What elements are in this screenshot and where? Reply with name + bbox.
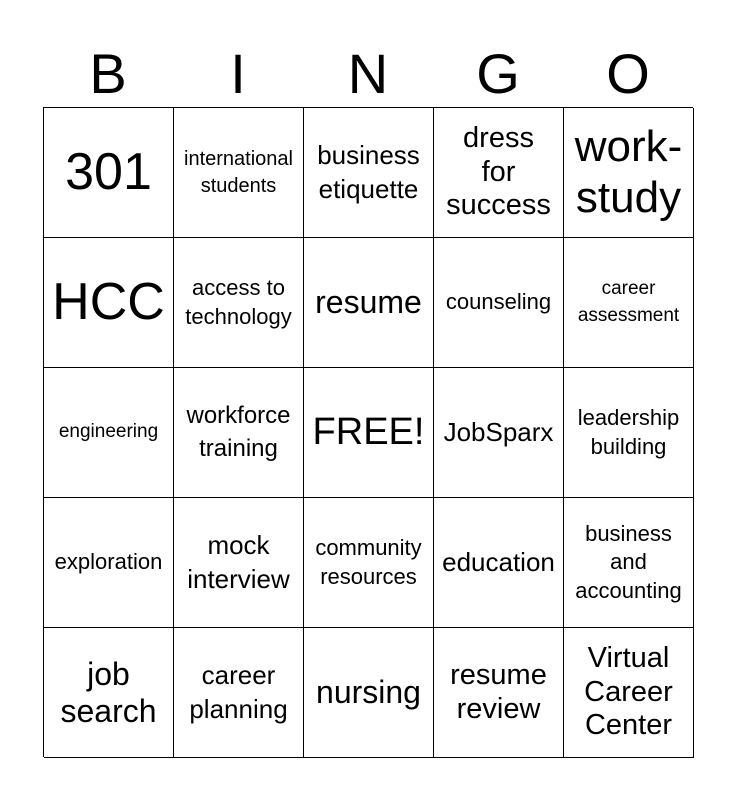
cell-text: JobSparx (443, 416, 554, 447)
bingo-cell[interactable] (44, 498, 174, 628)
free-space-text: FREE! (312, 410, 425, 453)
bingo-cell[interactable] (174, 628, 304, 758)
bingo-cell[interactable] (434, 368, 564, 498)
cell-text: workforce training (186, 402, 291, 462)
cell-text: counseling (445, 289, 552, 315)
bingo-cell[interactable] (304, 238, 434, 368)
cell-text: mock interview (187, 529, 290, 594)
bingo-cell[interactable] (564, 498, 694, 628)
bingo-cell[interactable] (434, 238, 564, 368)
bingo-header (43, 42, 693, 106)
header-letter-n: N (347, 42, 389, 105)
bingo-cell[interactable] (174, 498, 304, 628)
bingo-cell[interactable] (44, 368, 174, 498)
bingo-cell[interactable] (174, 108, 304, 238)
bingo-cell[interactable] (564, 238, 694, 368)
cell-text: HCC (52, 273, 165, 332)
cell-text: exploration (54, 549, 163, 575)
header-letter-b: B (89, 42, 127, 105)
cell-text: job search (60, 655, 157, 729)
bingo-cell[interactable] (434, 498, 564, 628)
cell-text: work- study (574, 121, 683, 222)
bingo-cell[interactable] (304, 628, 434, 758)
cell-text: access to technology (185, 274, 292, 329)
bingo-cell[interactable] (174, 368, 304, 498)
bingo-cell[interactable] (564, 368, 694, 498)
cell-text: resume review (450, 659, 547, 725)
header-letter-o: O (606, 42, 650, 105)
bingo-cell[interactable] (434, 628, 564, 758)
bingo-cell[interactable] (434, 108, 564, 238)
cell-text: nursing (316, 674, 421, 711)
cell-text: 301 (65, 143, 152, 202)
cell-text: international students (184, 147, 293, 197)
bingo-cell[interactable] (564, 108, 694, 238)
cell-text: Virtual Career Center (584, 642, 673, 742)
cell-text: engineering (58, 421, 159, 443)
cell-text: community resources (315, 534, 422, 589)
cell-text: leadership building (577, 404, 680, 459)
header-letter-g: G (476, 42, 520, 105)
bingo-board (43, 107, 693, 757)
bingo-cell[interactable] (44, 108, 174, 238)
bingo-cell[interactable] (44, 238, 174, 368)
bingo-cell[interactable] (304, 498, 434, 628)
bingo-cell free-space[interactable] (304, 368, 434, 498)
bingo-cell[interactable] (564, 628, 694, 758)
cell-text: career planning (189, 659, 288, 724)
cell-text: resume (315, 284, 422, 321)
cell-text: dress for success (446, 122, 551, 222)
bingo-cell[interactable] (44, 628, 174, 758)
cell-text: education (442, 546, 555, 577)
bingo-cell[interactable] (304, 108, 434, 238)
cell-text: career assessment (577, 277, 680, 326)
header-letter-i: I (230, 42, 246, 105)
cell-text: business etiquette (317, 139, 420, 204)
bingo-cell[interactable] (174, 238, 304, 368)
cell-text: business and accounting (575, 520, 682, 603)
